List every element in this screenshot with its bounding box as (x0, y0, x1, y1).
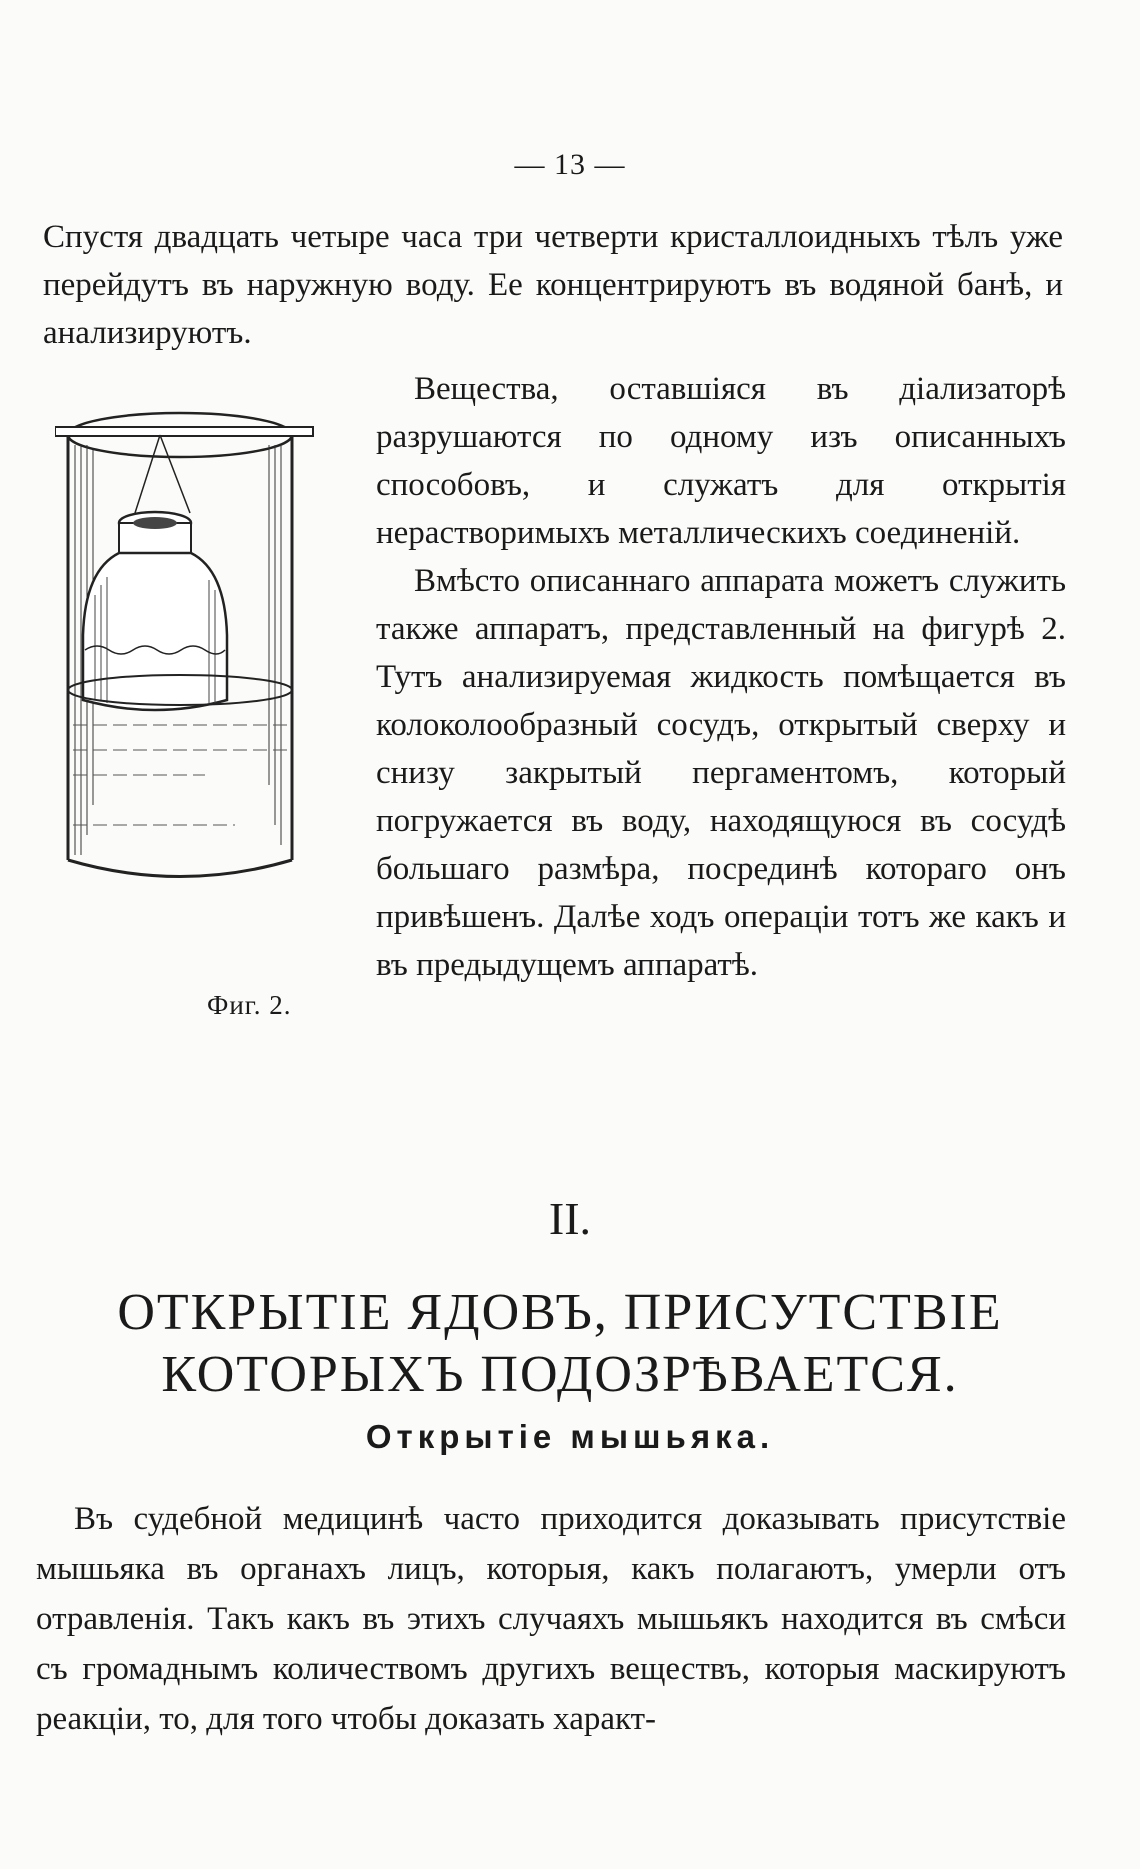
intro-paragraph-block (43, 213, 1063, 357)
section-subtitle: Открытiе мышьяка. (365, 1418, 775, 1455)
dialyzer-illustration (55, 405, 315, 965)
right-paragraph-2: Вмѣсто описаннаго аппарата можетъ служить также аппаратъ, представленный на фигурѣ 2. Тутъ анализируемая жидкость помѣщается въ колоколообразный сосудъ, открытый сверху и снизу закрытый пергаментомъ, который погружается въ воду, находящуюся въ сосудѣ большаго размѣра, посрединѣ котораго онъ привѣшенъ. Далѣе ходъ операцiи тотъ же какъ и въ предыдущемъ аппаратѣ. (376, 563, 1066, 983)
right-paragraph-1: Вещества, оставшiяся въ дiализаторѣ разрушаются по одному изъ описанныхъ способовъ, и служатъ для открытiя нерастворимыхъ металлическихъ соединенiй. (376, 371, 1066, 551)
right-column (376, 365, 1066, 989)
section-paragraph: Въ судебной медицинѣ часто приходится доказывать присутствiе мышьяка въ органахъ лицъ, которыя, какъ полагаютъ, умерли отъ отравленiя. Такъ какъ въ этихъ случаяхъ мышьякъ находится въ смѣси съ громаднымъ количествомъ другихъ веществъ, которыя маскируютъ реакцiи, то, для того чтобы доказать характ- (36, 1501, 1066, 1737)
section-title: ОТКРЫТIЕ ЯДОВЪ, ПРИСУТСТВIЕ КОТОРЫХЪ ПОДОЗРѢВАЕТСЯ. (117, 1284, 1003, 1403)
figure-2 (55, 405, 315, 1025)
intro-paragraph: Спустя двадцать четыре часа три четверти кристаллоидныхъ тѣлъ уже перейдутъ въ наружную воду. Ее концентрируютъ въ водяной банѣ, и анализируютъ. (43, 219, 1063, 351)
section-numeral: II. (548, 1193, 592, 1244)
page-number: — 13 — (514, 148, 626, 181)
section-paragraph-block (36, 1494, 1066, 1744)
figure-caption: Фиг. 2. (207, 990, 292, 1020)
